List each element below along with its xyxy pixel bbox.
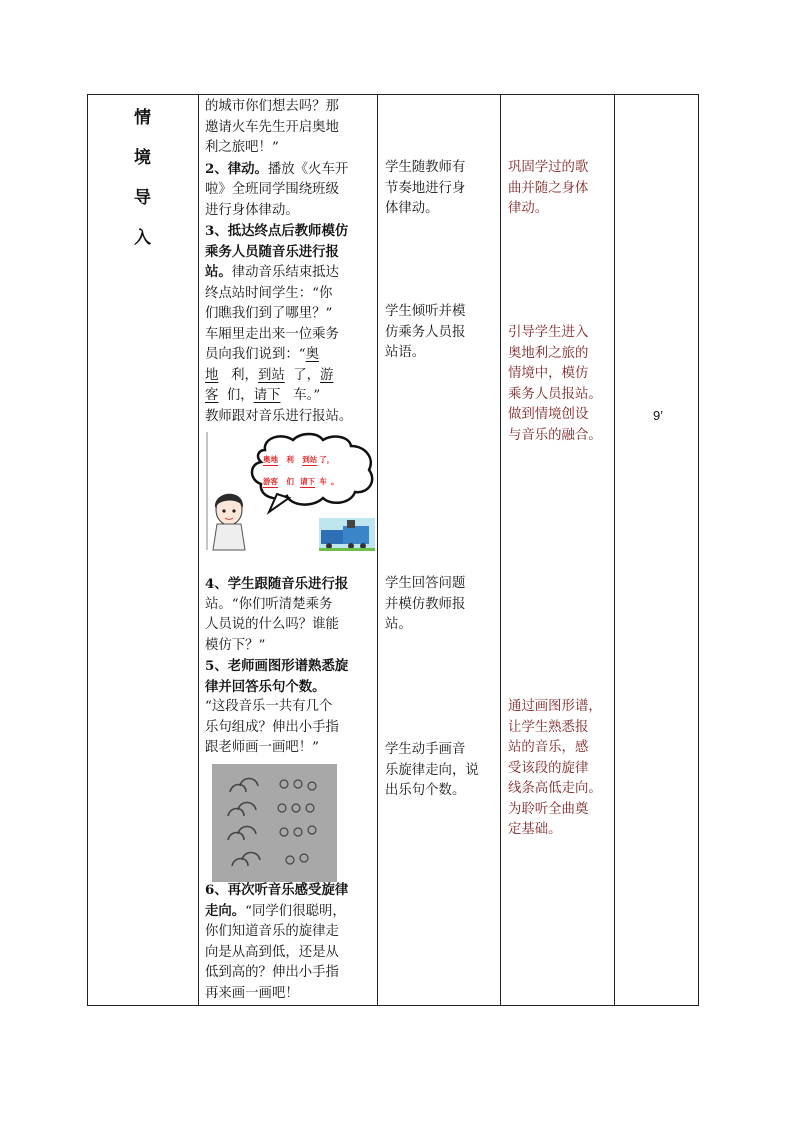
text-inline: “同学们很聪明， xyxy=(245,903,346,919)
text-line: 线条高低走向。 xyxy=(508,781,602,796)
announce-word: ” xyxy=(313,388,321,403)
text-line: 车厢里走出来一位乘务 xyxy=(205,326,339,342)
graphic-score-photo xyxy=(212,764,337,882)
announce-word: 利， xyxy=(231,367,258,383)
text-line: 进行身体律动。 xyxy=(205,202,299,218)
text-line: 再来画一画吧！ xyxy=(205,985,299,1001)
text-line: 律动。 xyxy=(508,201,549,216)
step2-title: 2、律动。 xyxy=(205,160,268,177)
student-activity-3 xyxy=(385,574,497,636)
text-line: 仿乘务人员报 xyxy=(385,324,466,340)
speech-bubble-text xyxy=(263,454,378,487)
bubble-word: 车 xyxy=(319,477,327,486)
step6-title: 走向。 xyxy=(205,902,246,919)
text-line: 乐句组成？伸出小手指 xyxy=(205,719,339,735)
column-divider xyxy=(198,94,199,1006)
text-line: 学生回答问题 xyxy=(385,576,466,591)
step3-title: 站。 xyxy=(205,264,232,280)
bubble-word: 奥地 xyxy=(263,455,278,464)
text-line: 受该段的旋律 xyxy=(508,760,589,776)
announce-word: 请下 xyxy=(253,388,281,403)
column-divider xyxy=(614,94,615,1006)
announce-word: 地 xyxy=(205,367,219,383)
announce-word: 奥 xyxy=(305,347,319,362)
bubble-word: 到站 xyxy=(302,455,318,464)
text-line: 你们知道音乐的旋律走 xyxy=(205,924,339,939)
step5-title: 5、老师画图形谱熟悉旋 xyxy=(205,658,349,674)
graphic-score-drawing xyxy=(212,764,337,882)
text-line: 跟老师画一画吧！” xyxy=(205,740,319,755)
text-line: 低到高的？伸出小手指 xyxy=(205,965,339,980)
text-line: 模仿下？” xyxy=(205,637,266,653)
step3-title: 乘务人员随音乐进行报 xyxy=(205,243,339,260)
text-inline: 律动音乐结束抵达 xyxy=(231,265,339,280)
table-border-top xyxy=(87,94,699,95)
announce-line xyxy=(205,386,380,407)
student-activity-4 xyxy=(385,740,497,802)
teacher-activity-bottom xyxy=(205,574,380,759)
student-activity-1 xyxy=(385,158,497,220)
announce-word: 们， xyxy=(226,388,254,403)
teacher-activity-top xyxy=(205,97,380,427)
stage-char: 导 xyxy=(134,188,151,208)
step6-title: 6、再次听音乐感受旋律 xyxy=(205,882,349,898)
text-line: 学生随教师有 xyxy=(385,160,466,175)
text-line: 为聆听全曲奠 xyxy=(508,801,589,817)
announce-word: 到站 xyxy=(257,367,285,383)
text-line: 情境中，模仿 xyxy=(508,366,589,381)
announce-line xyxy=(205,366,380,387)
text-line: 啦》全班同学围绕班级 xyxy=(205,182,339,197)
text-line: 的城市你们想去吗？那 xyxy=(205,99,339,114)
text-inline: 播放《火车开 xyxy=(267,161,349,177)
text-line: 向是从高到低，还是从 xyxy=(205,944,339,960)
text-line: 站。“你们听清楚乘务 xyxy=(205,596,333,612)
text-line: 让学生熟悉报 xyxy=(508,719,589,735)
stage-char: 境 xyxy=(134,148,151,168)
text-line: 终点站时间学生：“你 xyxy=(205,285,333,301)
text-line: 学生动手画音 xyxy=(385,742,466,757)
stage-char: 情 xyxy=(134,108,151,128)
text-line: 曲并随之身体 xyxy=(508,180,589,196)
step5-title: 律并回答乐句个数。 xyxy=(205,678,326,695)
text-line: 站语。 xyxy=(385,345,426,360)
text-line: 站。 xyxy=(385,617,412,632)
lesson-plan-table xyxy=(87,94,699,1006)
announce-word: 车。 xyxy=(293,388,314,403)
announce-word: 游 xyxy=(320,367,334,383)
text-line: 教师跟对音乐进行报站。 xyxy=(205,408,353,424)
announce-word: 了， xyxy=(293,367,321,383)
bubble-word: 。 xyxy=(330,477,339,486)
step3-title: 3、抵达终点后教师模仿 xyxy=(205,223,349,239)
text-line: 出乐句个数。 xyxy=(385,783,466,798)
conductor-drawing xyxy=(205,432,380,552)
table-border-bottom xyxy=(87,1005,699,1006)
text-line: 与音乐的融合。 xyxy=(508,427,602,443)
text-line: 奥地利之旅的 xyxy=(508,345,589,361)
bubble-word: 游客 xyxy=(263,477,278,486)
text-line: 人员说的什么吗？谁能 xyxy=(205,617,339,632)
design-intent-1 xyxy=(508,158,618,220)
text-line: 学生倾听并模 xyxy=(385,304,466,319)
text-line: 定基础。 xyxy=(508,822,562,837)
table-border-right xyxy=(698,94,699,1006)
text-line: 做到情境创设 xyxy=(508,407,589,422)
teacher-activity-step6 xyxy=(205,880,380,1004)
time-allocation: 9’ xyxy=(652,408,664,423)
stage-char: 入 xyxy=(134,228,151,248)
announce-word: 客 xyxy=(205,388,219,403)
text-line: 乐旋律走向，说 xyxy=(385,762,479,778)
text-line: 体律动。 xyxy=(385,201,439,216)
design-intent-2 xyxy=(508,323,618,446)
bubble-word: 请下 xyxy=(300,477,316,486)
text-line: 利之旅吧！” xyxy=(205,140,279,155)
text-line: 乘务人员报站。 xyxy=(508,386,602,402)
bubble-word: 了， xyxy=(319,455,335,464)
text-line: 邀请火车先生开启奥地 xyxy=(205,119,339,135)
text-line: “这段音乐一共有几个 xyxy=(205,699,333,714)
conductor-illustration xyxy=(205,432,380,552)
text-line: 们瞧我们到了哪里？” xyxy=(205,306,333,321)
text-line: 通过画图形谱， xyxy=(508,699,602,714)
text-inline: 员向我们说到：“ xyxy=(205,347,306,362)
text-line: 引导学生进入 xyxy=(508,325,589,340)
bubble-word: 利 xyxy=(286,455,294,464)
column-divider xyxy=(500,94,501,1006)
text-line: 站的音乐，感 xyxy=(508,740,589,755)
bubble-word: 们 xyxy=(286,477,294,486)
student-activity-2 xyxy=(385,302,497,364)
design-intent-3 xyxy=(508,697,618,841)
text-line: 并模仿教师报 xyxy=(385,596,466,612)
stage-label xyxy=(87,104,198,264)
text-line: 节奏地进行身 xyxy=(385,180,466,196)
step4-title: 4、学生跟随音乐进行报 xyxy=(205,576,349,592)
text-line: 巩固学过的歌 xyxy=(508,160,589,175)
